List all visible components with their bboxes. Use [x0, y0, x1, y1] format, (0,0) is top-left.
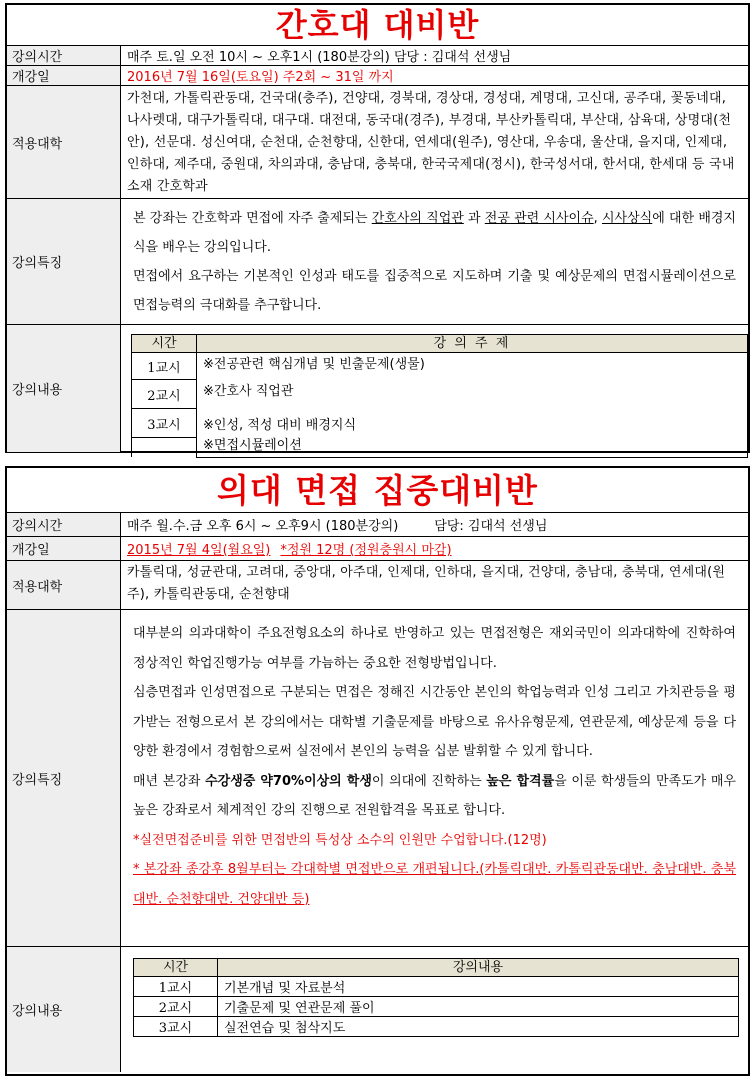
header-period: 시간: [134, 959, 218, 977]
start-date: 2015년 7월 4일(월요일): [127, 543, 271, 558]
label-content: 강의내용: [7, 325, 121, 452]
label-schedule: 강의시간: [7, 46, 121, 65]
table-row: [132, 438, 748, 458]
section-title: 의대 면접 집중대비반: [7, 468, 748, 513]
value-start-date: 2016년 7월 16일(토요일) 주2회 ~ 31일 까지: [127, 70, 394, 85]
value-schools: 가천대, 가톨릭관동대, 건국대(충주), 건양대, 경북대, 경상대, 경성대, 계명대, 고신대, 공주대, 꽃동네대, 나사렛대, 대구가톨릭대, 대구대. 대전대, 동국대(경주), 부경대, 부산카톨릭대, 부산대, 삼육대, 상명대(천안), 선문대. 성신여대, 순천대, 순천향대, 신한대, 연세대(원주), 영산대, 우송대, 울산대, 을지대, 인제대, 인하대, 제주대, 중원대, 차의과대, 충남대, 충북대, 한국국제대(정시), 한국성서대, 한서대, 한세대 등 국내소재 간호학과: [127, 91, 735, 194]
topic-cell: ※간호사 직업관: [197, 380, 748, 409]
label-content: 강의내용: [7, 947, 121, 1072]
row-schools: [7, 86, 748, 199]
feature-paragraph-1: [133, 204, 736, 262]
row-start-date: [7, 66, 748, 86]
feature-text: 을 이룬 학생들의 만족도가 매우 높은 강좌로서 체계적인 강의 진행으로 전원합격을 목표로 합니다.: [133, 773, 736, 818]
topic-cell: 기본개념 및 자료분석: [218, 977, 739, 997]
row-start-date: [7, 537, 748, 561]
feature-keyword: 간호사의 직업관: [371, 211, 464, 226]
value-features: [121, 610, 748, 946]
row-schedule: [7, 46, 748, 66]
label-features: 강의특징: [7, 610, 121, 946]
feature-note-1: *실전면접준비를 위한 면접반의 특성상 소수의 인원만 수업합니다.(12명): [133, 832, 547, 848]
capacity-note: *정원 12명 (정원충원시 마감): [280, 543, 452, 558]
period-cell: 3교시: [132, 409, 197, 438]
row-schools: [7, 561, 748, 610]
feature-text: 이 의대에 진학하는: [371, 773, 487, 789]
course-box-nursing: [5, 3, 750, 453]
feature-highlight: 수강생중 약70%이상의 학생: [205, 773, 372, 789]
topic-cell: ※인성, 적성 대비 배경지식: [197, 409, 748, 438]
schedule-time: 매주 월.수.금 오후 6시 ~ 오후9시 (180분강의): [127, 519, 399, 534]
value-schedule: 매주 토.일 오전 10시 ~ 오후1시 (180분강의) 담당 : 김대석 선생님: [127, 50, 512, 65]
feature-text: ,: [593, 211, 602, 226]
label-start-date: 개강일: [7, 537, 121, 560]
topic-cell: 실전연습 및 첨삭지도: [218, 1017, 739, 1037]
table-row: [134, 977, 739, 997]
value-start-date: [121, 537, 748, 560]
topic-cell: 기출문제 및 연관문제 풀이: [218, 997, 739, 1017]
table-row: [134, 1017, 739, 1037]
schedule-teacher: 담당: 김대석 선생님: [434, 519, 548, 534]
label-start-date: 개강일: [7, 66, 121, 85]
section-title: 간호대 대비반: [7, 5, 748, 46]
table-row: [132, 380, 748, 409]
feature-keyword: 전공 관련 시사이슈: [484, 211, 594, 226]
period-cell: 1교시: [134, 977, 218, 997]
value-schools: 카톨릭대, 성균관대, 고려대, 중앙대, 아주대, 인제대, 인하대, 을지대, 건양대, 충남대, 충북대, 연세대(원주), 카톨릭관동대, 순천향대: [127, 565, 726, 602]
feature-paragraph-1: 대부분의 의과대학이 주요전형요소의 하나로 반영하고 있는 면접전형은 재외국민이 의과대학에 진학하여 정상적인 학업진행가능 여부를 가늠하는 중요한 전형방법입니다.: [133, 626, 736, 671]
header-topic: 강의내용: [218, 959, 739, 977]
value-content: [121, 947, 748, 1072]
value-content: [121, 325, 748, 452]
header-period: 시간: [132, 335, 197, 353]
row-content: [7, 947, 748, 1072]
label-features: 강의특징: [7, 199, 121, 324]
table-row: [134, 997, 739, 1017]
label-schedule: 강의시간: [7, 513, 121, 536]
label-schools: 적용대학: [7, 561, 121, 609]
value-features: [121, 199, 748, 324]
period-cell: [132, 438, 197, 458]
value-schedule: [121, 513, 748, 536]
row-content: [7, 325, 748, 452]
topic-cell: ※전공관련 핵심개념 및 빈출문제(생물): [197, 353, 748, 380]
feature-text: 과: [463, 211, 485, 226]
row-features: [7, 199, 748, 325]
label-schools: 적용대학: [7, 86, 121, 198]
feature-keyword: 시사상식: [602, 211, 653, 226]
table-row: [132, 353, 748, 380]
header-topic: 강 의 주 제: [197, 335, 748, 353]
feature-highlight: 높은 합격률: [486, 773, 555, 789]
course-box-medical: [5, 466, 750, 1076]
period-cell: 3교시: [134, 1017, 218, 1037]
table-header-row: [132, 335, 748, 353]
lecture-schedule-table: [131, 334, 748, 458]
table-header-row: [134, 959, 739, 977]
row-schedule: [7, 513, 748, 537]
feature-paragraph-2: 심층면접과 인성면접으로 구분되는 면접은 정해진 시간동안 본인의 학업능력과 인성 그리고 가치관등을 평가받는 전형으로서 본 강의에서는 대학별 기출문제를 바탕으로 유사유형문제, 연관문제, 예상문제 등을 다양한 환경에서 경험함으로써 실전에서 본인의 능력을 십분 발휘할 수 있게 합니다.: [133, 685, 736, 759]
row-features: [7, 610, 748, 947]
feature-note-2: * 본강좌 종강후 8월부터는 각대학별 면접반으로 개편됩니다.(카톨릭대반. 카톨릭관동대반. 충남대반. 충북대반. 순천향대반. 건양대반 등): [133, 862, 736, 907]
feature-text: 에 대한 배경지식을 배우는 강의입니다.: [133, 211, 736, 255]
feature-paragraph-2: 면접에서 요구하는 기본적인 인성과 태도를 집중적으로 지도하며 기출 및 예상문제의 면접시뮬레이션으로 면접능력의 극대화를 추구합니다.: [133, 269, 736, 313]
period-cell: 1교시: [132, 353, 197, 380]
lecture-schedule-table: [133, 958, 739, 1037]
period-cell: 2교시: [132, 380, 197, 409]
feature-paragraph-3: [133, 767, 736, 826]
period-cell: 2교시: [134, 997, 218, 1017]
topic-cell: ※면접시뮬레이션: [197, 434, 748, 454]
feature-text: 본 강좌는 간호학과 면접에 자주 출제되는: [133, 211, 372, 226]
feature-text: 매년 본강좌: [133, 773, 206, 789]
